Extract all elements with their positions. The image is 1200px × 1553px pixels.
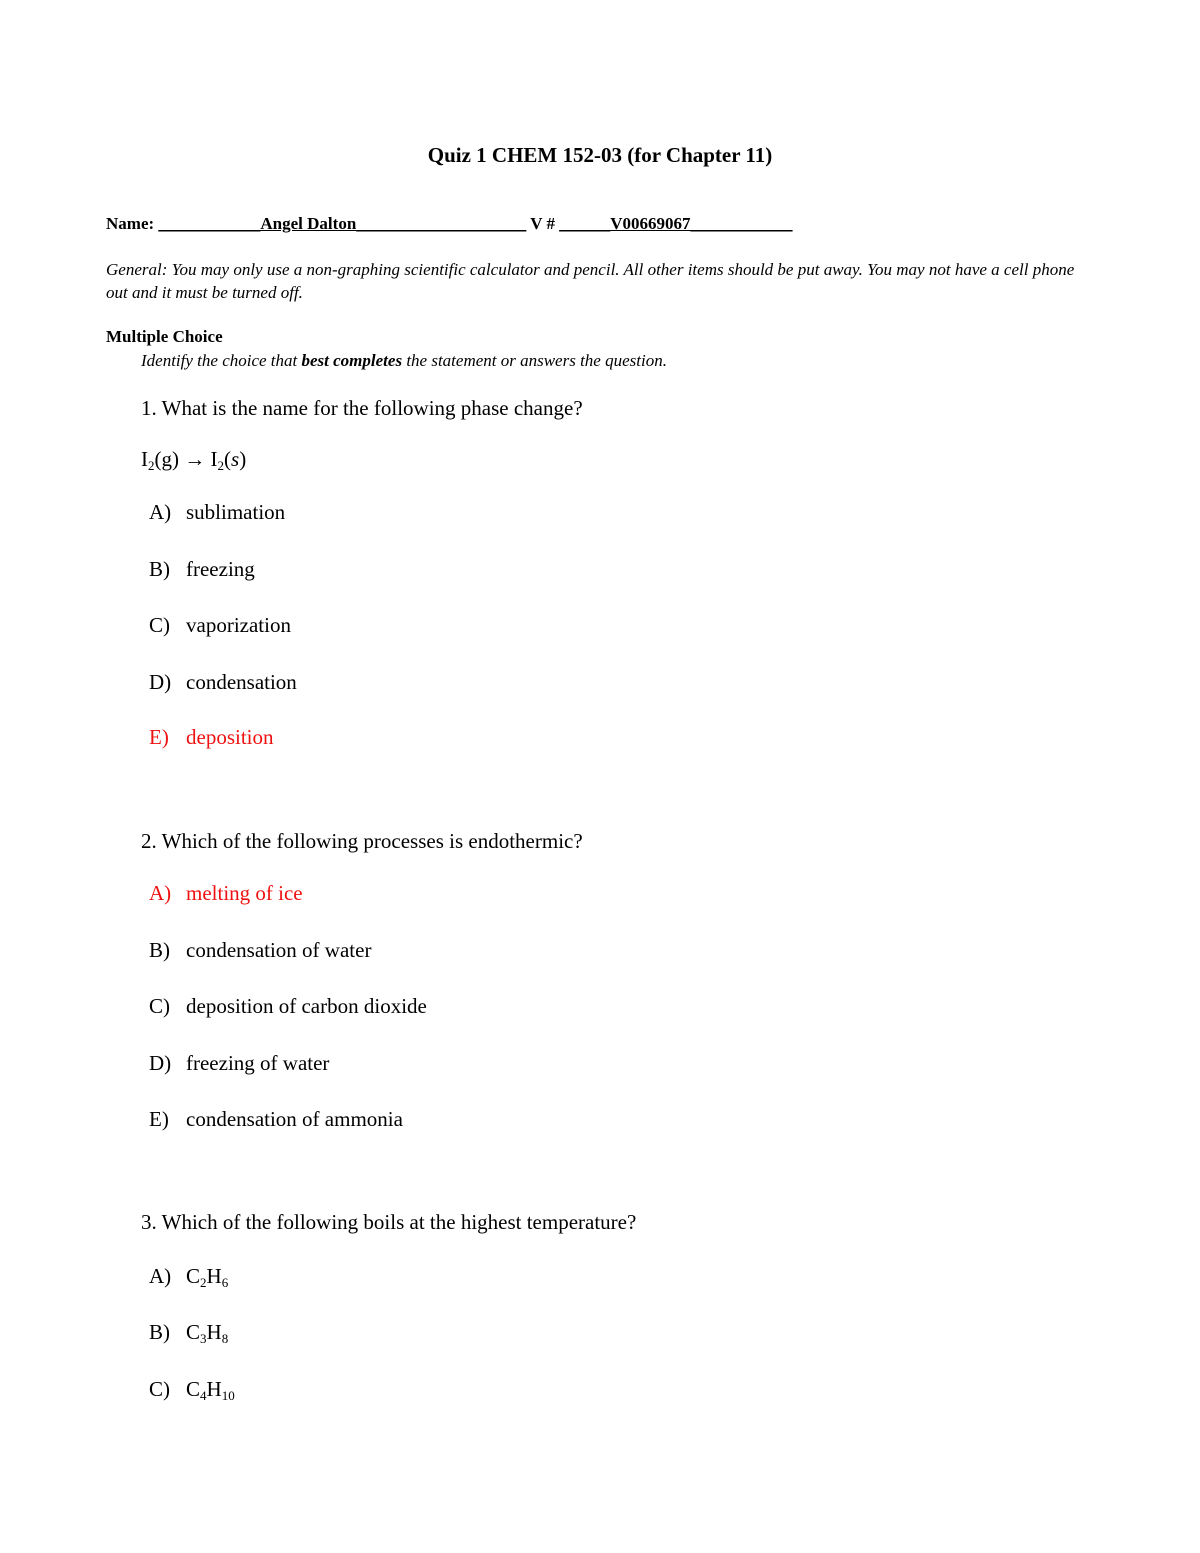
question-1-option-c[interactable]: C) vaporization	[149, 613, 291, 637]
name-value: Angel Dalton	[260, 214, 357, 233]
question-1-text: 1. What is the name for the following phase change?	[141, 396, 583, 420]
question-1-option-b[interactable]: B) freezing	[149, 557, 255, 581]
v-number-field[interactable]: ______V00669067____________	[559, 214, 793, 233]
question-1-formula: $I_2(g) \to I_2(s)$	[141, 447, 247, 473]
general-instructions: General: You may only use a non-graphing scientific calculator and pencil. All other items should be put away. You may not have a cell phone out and it must be turned off.	[106, 260, 1075, 302]
name-label: Name:	[106, 214, 155, 233]
question-3-option-a[interactable]: A) $C_2H_6$	[149, 1264, 229, 1290]
question-3-text: 3. Which of the following boils at the highest temperature?	[141, 1210, 637, 1234]
name-field[interactable]: ____________Angel Dalton____________________	[158, 214, 527, 233]
question-2-option-b[interactable]: B) condensation of water	[149, 938, 372, 962]
question-2-text: 2. Which of the following processes is endothermic?	[141, 829, 583, 853]
question-1-option-d[interactable]: D) condensation	[149, 670, 297, 694]
section-instructions: Identify the choice that best completes the statement or answers the question.	[141, 351, 667, 370]
question-2-option-c[interactable]: C) deposition of carbon dioxide	[149, 994, 427, 1018]
question-2-option-a[interactable]: A) melting of ice	[149, 881, 303, 905]
v-number-label: V #	[530, 214, 555, 233]
name-line	[106, 214, 793, 234]
v-number-value: V00669067	[610, 214, 691, 233]
question-1-option-a[interactable]: A) sublimation	[149, 500, 286, 524]
section-heading: Multiple Choice	[106, 327, 223, 346]
question-3-option-c[interactable]: C) $C_4H_{10}$	[149, 1377, 235, 1403]
question-1-option-e[interactable]: E) deposition	[149, 725, 274, 749]
question-2-option-e[interactable]: E) condensation of ammonia	[149, 1107, 403, 1131]
quiz-title: Quiz 1 CHEM 152-03 (for Chapter 11)	[427, 143, 773, 167]
question-3-option-b[interactable]: B) $C_3H_8$	[149, 1320, 229, 1346]
question-2-option-d[interactable]: D) freezing of water	[149, 1051, 330, 1075]
